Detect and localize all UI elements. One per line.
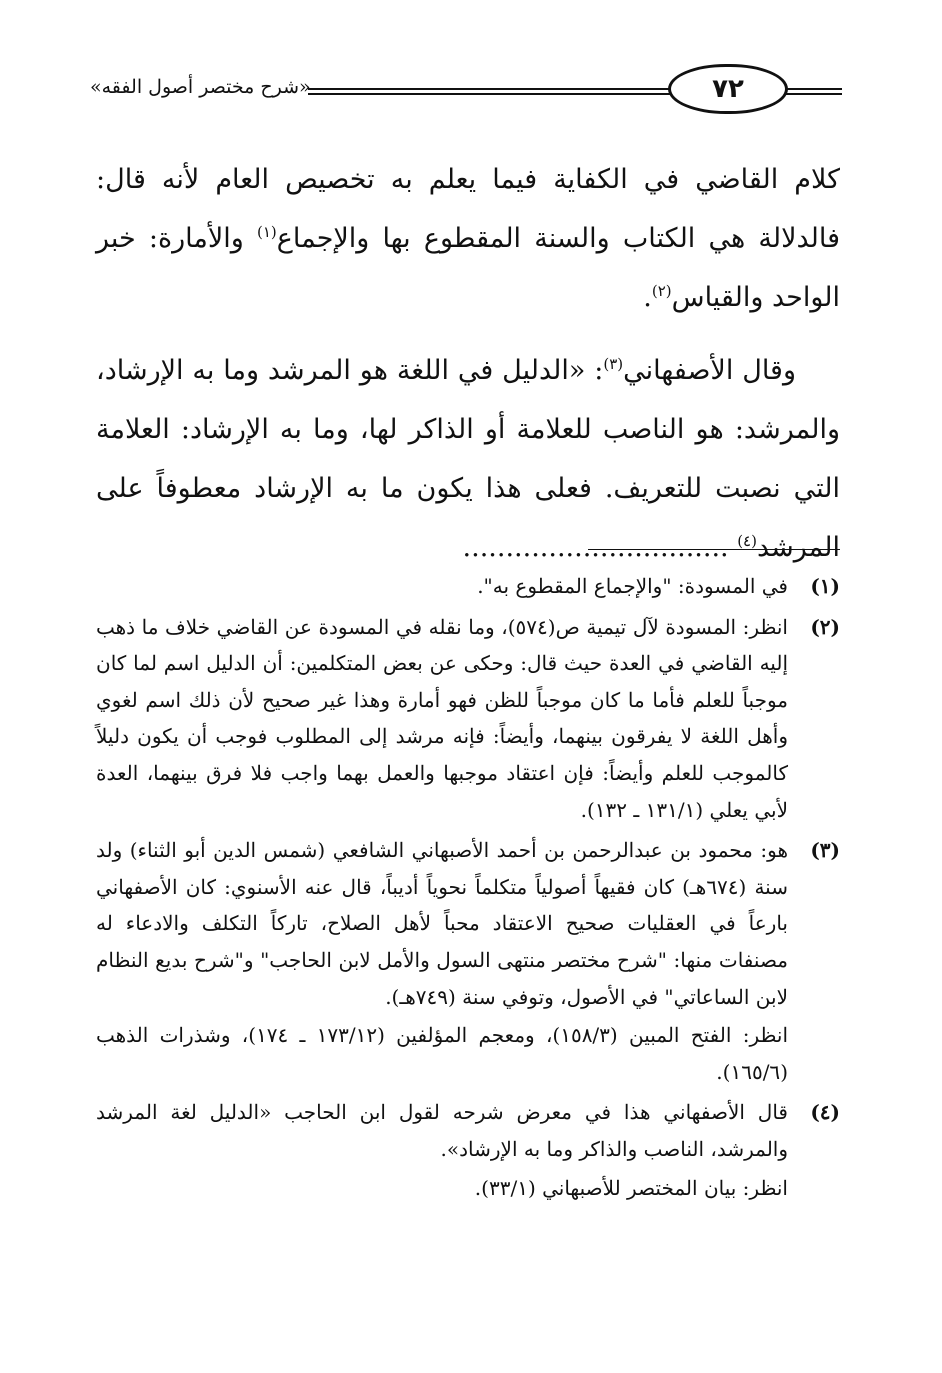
- paragraph-1-text-c: .: [643, 282, 652, 313]
- paragraph-2-text-b: : «الدليل في اللغة هو المرشد وما به الإرشاد، والمرشد: هو الناصب للعلامة أو الذاكر لها، وما به الإرشاد: العلامة التي نصبت للتعريف. فعلى هذا يكون ما به الإرشاد معطوفاً على المرشد: [96, 355, 840, 563]
- paragraph-1-text-a: كلام القاضي في الكفاية فيما يعلم به تخصيص العام لأنه قال: فالدلالة هي الكتاب والسنة المقطوع بها والإجماع: [96, 164, 840, 254]
- footnote-source: انظر: الفتح المبين (١٥٨/٣)، ومعجم المؤلفين (١٧٣/١٢ ـ ١٧٤)، وشذرات الذهب (١٦٥/٦).: [96, 1023, 789, 1084]
- page-header: [90, 62, 842, 116]
- running-title: «شرح مختصر أصول الفقه»: [90, 76, 311, 98]
- footnote-text: قال الأصفهاني هذا في معرض شرحه لقول ابن الحاجب «الدليل لغة المرشد والمرشد، الناصب والذاكر وما به الإرشاد».: [96, 1100, 788, 1161]
- footnote-text: في المسودة: "والإجماع المقطوع به".: [477, 574, 788, 598]
- footnote-3: [96, 832, 840, 1090]
- footnote-separator: [588, 549, 840, 550]
- footnote-2: [96, 609, 840, 829]
- footnote-ref-3[interactable]: (٣): [603, 355, 624, 373]
- header-double-rule-right: [780, 88, 842, 90]
- footnote-4: [96, 1094, 840, 1206]
- paragraph-1-text-b: والأمارة: خبر الواحد والقياس: [96, 223, 840, 313]
- footnote-number: (٤): [810, 1100, 840, 1125]
- footnote-text: هو: محمود بن عبدالرحمن بن أحمد الأصبهاني الشافعي (شمس الدين أبو الثناء) ولد سنة (٦٧٤هـ) كان فقيهاً أصولياً متكلماً نحوياً أديباً، قال عنه الأسنوي: كان الأصفهاني بارعاً في العقليات صحيح الاعتقاد محباً لأهل الصلاح، تاركاً التكلف والادعاء له مصنفات منها: "شرح مختصر منتهى السول والأمل لابن الحاجب" و"شرح بديع النظام لابن الساعاتي" في الأصول، وتوفي سنة (٧٤٩هـ).: [96, 838, 788, 1009]
- footnote-ref-1[interactable]: (١): [256, 223, 277, 241]
- footnote-ref-4[interactable]: (٤): [737, 532, 757, 550]
- footnote-text: انظر: المسودة لآل تيمية ص(٥٧٤)، وما نقله في المسودة عن القاضي خلاف ما ذهب إليه القاضي في العدة حيث قال: وحكى عن بعض المتكلمين: أن الدليل اسم لما كان موجباً للعلم فأما ما كان موجباً للظن فهو أمارة وهذا غير صحيح لأن ذلك اسم لغوي وأهل اللغة لا يفرقون بينهما، وأيضاً: فإنه مرشد إلى المطلوب فوجب أن يكون دليلاً كالموجب للعلم وأيضاً: فإن اعتقاد موجبها والعمل بهما واجب فلا فرق بينهما، العدة لأبي يعلي (١٣١/١ ـ ١٣٢).: [96, 614, 788, 822]
- footnote-number: (٢): [810, 614, 840, 639]
- continuation-dots: ...............................: [462, 532, 738, 563]
- page-number: ٧٢: [668, 64, 788, 114]
- paragraph-1: [96, 150, 840, 327]
- paragraph-2-text-a: وقال الأصفهاني: [623, 355, 796, 386]
- footnote-number: (٣): [810, 838, 840, 863]
- paragraph-2: [96, 341, 840, 577]
- footnote-1: [96, 568, 840, 605]
- footnotes: [96, 568, 840, 1210]
- footnote-number: (١): [810, 574, 840, 598]
- main-text: [96, 150, 840, 577]
- footnote-ref-2[interactable]: (٢): [651, 282, 672, 300]
- footnote-source: انظر: بيان المختصر للأصبهاني (٣٣/١).: [474, 1175, 788, 1200]
